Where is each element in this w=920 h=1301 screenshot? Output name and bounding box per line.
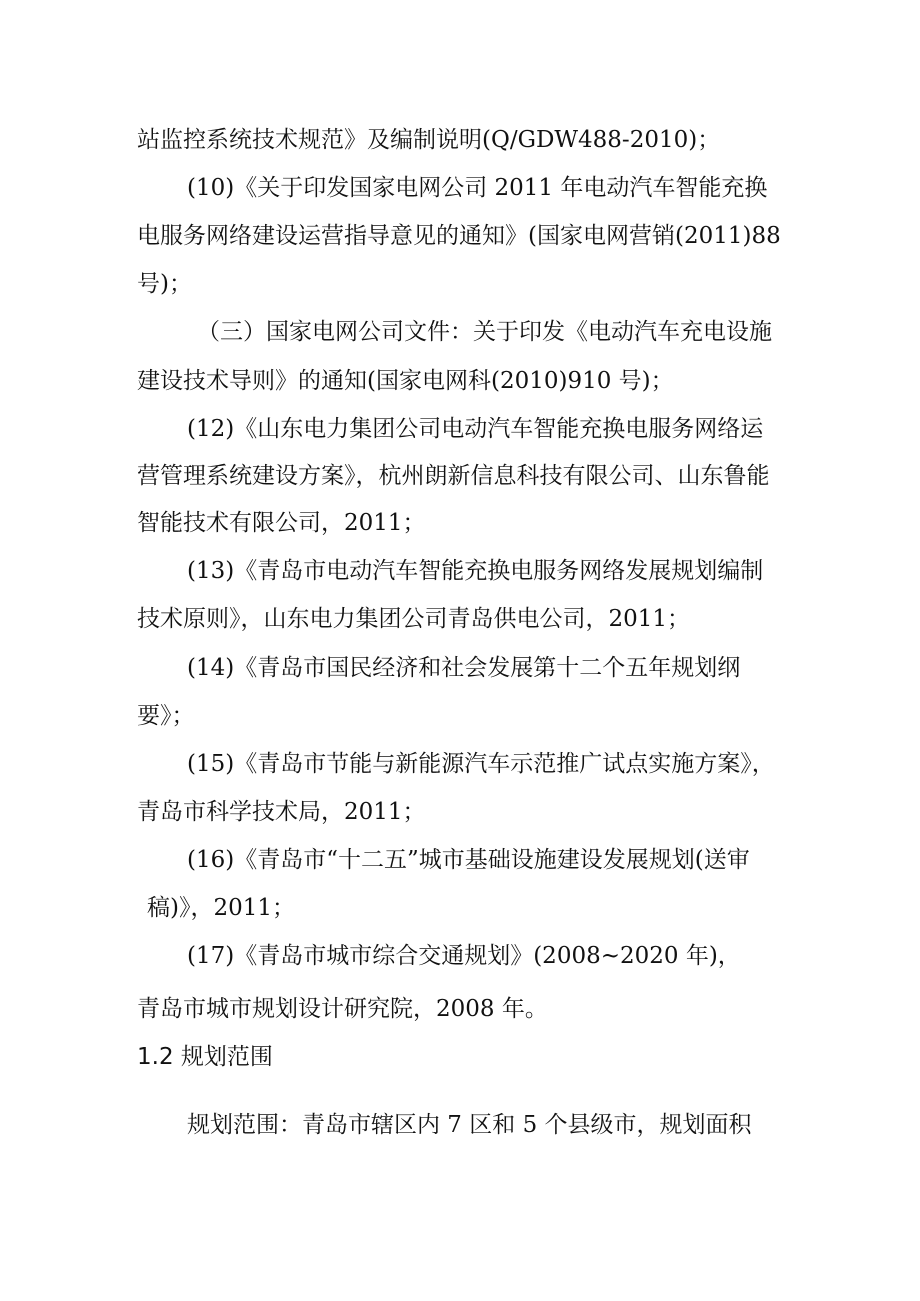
text-line-2: (10)《关于印发国家电网公司 2011 年电动汽车智能充换 [187,175,768,201]
text-line-13: 要》； [137,703,195,729]
text-line-14: (15)《青岛市节能与新能源汽车示范推广试点实施方案》， [187,751,775,777]
text-line-16: (16)《青岛市“十二五”城市基础设施建设发展规划(送审 [187,847,750,873]
section-heading: 1.2 规划范围 [137,1044,273,1070]
text-line-4: 号)； [137,271,192,297]
text-line-3: 电服务网络建设运营指导意见的通知》(国家电网营销(2011)88 [137,223,781,249]
text-line-19: 青岛市城市规划设计研究院，2008 年。 [137,996,548,1022]
text-line-8: 营管理系统建设方案》，杭州朗新信息科技有限公司、山东鲁能 [137,463,770,489]
text-line-18: (17)《青岛市城市综合交通规划》(2008~2020 年)， [187,943,741,969]
text-line-21: 规划范围：青岛市辖区内 7 区和 5 个县级市，规划面积 [187,1112,752,1138]
text-line-10: (13)《青岛市电动汽车智能充换电服务网络发展规划编制 [187,558,764,584]
text-line-12: (14)《青岛市国民经济和社会发展第十二个五年规划纲 [187,655,741,681]
text-line-11: 技术原则》，山东电力集团公司青岛供电公司，2011； [137,606,691,632]
text-line-7: (12)《山东电力集团公司电动汽车智能充换电服务网络运 [187,416,764,442]
text-line-1: 站监控系统技术规范》及编制说明(Q/GDW488-2010)； [137,127,721,153]
text-line-9: 智能技术有限公司，2011； [137,510,426,536]
text-line-5: （三）国家电网公司文件：关于印发《电动汽车充电设施 [197,319,772,345]
text-line-17: 稿)》，2011； [147,895,296,921]
text-line-15: 青岛市科学技术局，2011； [137,799,426,825]
text-line-6: 建设技术导则》的通知(国家电网科(2010)910 号)； [137,368,674,394]
